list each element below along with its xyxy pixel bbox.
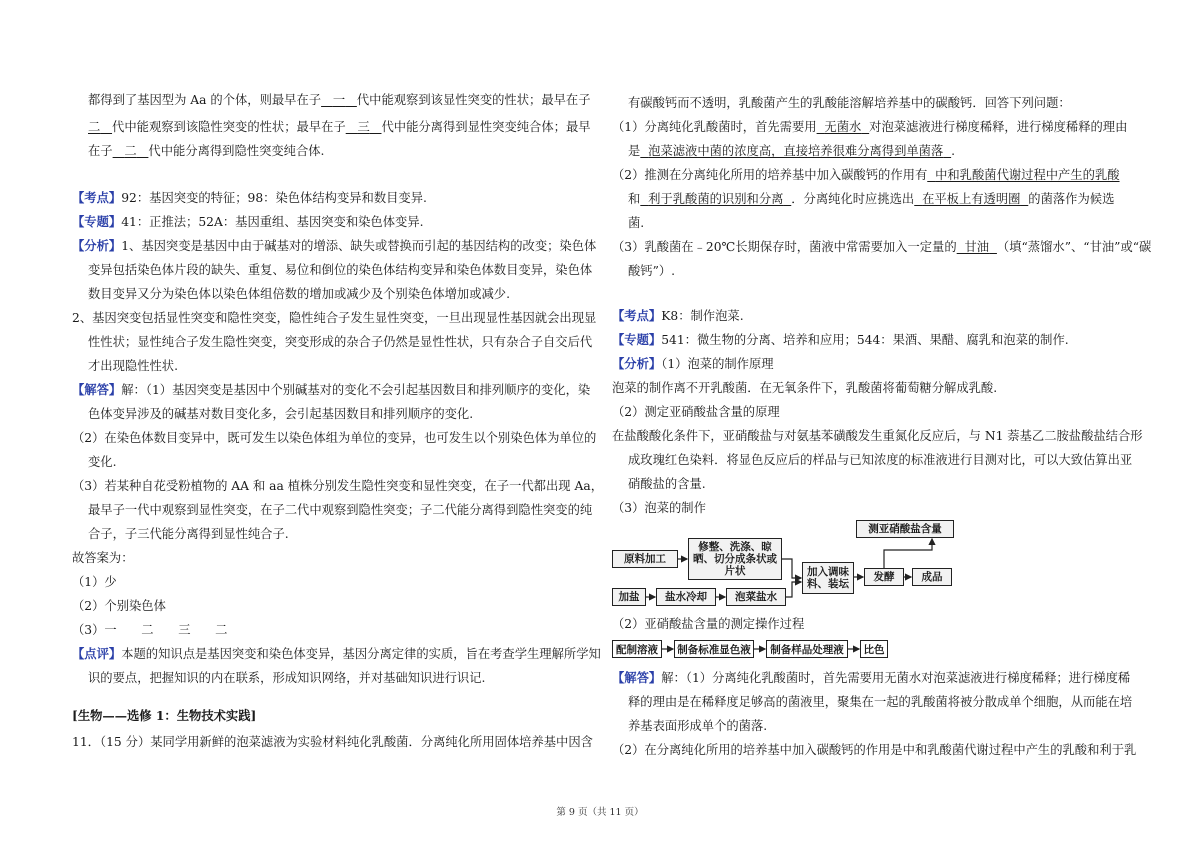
nitrite-flowchart	[612, 640, 1132, 660]
text-line: 有碳酸钙而不透明，乳酸菌产生的乳酸能溶解培养基中的碳酸钙．回答下列问题：	[628, 96, 1071, 110]
text-line: 菌.	[628, 216, 645, 230]
fenxi: 【分析】1、基因突变是基因中由于碱基对的增添、缺失或替换而引起的基因结构的改变；染色体	[72, 238, 597, 253]
text-line: 色体变异涉及的碱基对数目变化多，会引起基因数目和排列顺序的变化.	[88, 407, 474, 421]
flow-ferm: 发酵	[864, 568, 904, 586]
text-line: 泡菜的制作离不开乳酸菌．在无氧条件下，乳酸菌将葡萄糖分解成乳酸.	[612, 381, 998, 395]
zhuanti: 【专题】41：正推法；52A：基因重组、基因突变和染色体变异.	[72, 214, 424, 229]
text-line: （3）泡菜的制作	[612, 501, 706, 515]
answer-1: （1）少	[72, 575, 117, 589]
flow-arrows	[612, 520, 1132, 610]
flow2-step-3: 制备样品处理液	[766, 640, 848, 658]
flow-measure: 测亚硝酸盐含量	[856, 520, 954, 538]
text-line: 2、基因突变包括显性突变和隐性突变，隐性纯合子发生显性突变，一旦出现显性基因就会出现显	[72, 311, 597, 325]
text-line: 变异包括染色体片段的缺失、重复、易位和倒位的染色体结构变异和染色体数目变异，染色体	[88, 263, 593, 277]
text-line: 变化.	[88, 455, 117, 469]
jieda: 【解答】解：（1）分离纯化乳酸菌时，首先需要用无菌水对泡菜滤液进行梯度稀释；进行梯度稀	[612, 670, 1131, 685]
page-footer: 第 9 页（共 11 页）	[556, 807, 644, 818]
flow-product: 成品	[912, 568, 952, 586]
text-line: 释的理由是在稀释度足够高的菌液里，聚集在一起的乳酸菌将被分散成单个细胞，从而能在培	[628, 695, 1133, 709]
answer-3: （3）一 二 三 二	[72, 623, 228, 637]
answer-heading: 故答案为：	[72, 551, 134, 565]
fenxi: 【分析】（1）泡菜的制作原理	[612, 356, 774, 371]
flow-wash: 修整、洗涤、晾晒、切分成条状或片状	[688, 538, 782, 580]
text-line: （3）若某种自花受粉植物的 AA 和 aa 植株分别发生隐性突变和显性突变，在子一代都出现 Aa，	[72, 479, 603, 493]
jieda: 【解答】解：（1）基因突变是基因中个别碱基对的变化不会引起基因数目和排列顺序的变化，染	[72, 382, 591, 397]
flow2-arrows	[612, 640, 912, 660]
text-line: 识的要点，把握知识的内在联系，形成知识网络，并对基础知识进行识记.	[88, 671, 486, 685]
flow2-step-2: 制备标准显色液	[674, 640, 754, 658]
text-line: 和 利于乳酸菌的识别和分离 ．分离纯化时应挑选出 在平板上有透明圈 的菌落作为候选	[628, 192, 1115, 206]
text-line: （2）在染色体数目变异中，既可发生以染色体组为单位的变异，也可发生以个别染色体为单位的	[72, 431, 597, 445]
flow2-step-4: 比色	[860, 640, 888, 658]
text-line: 在子 二 代中能分离得到隐性突变纯合体.	[88, 144, 325, 158]
zhuanti: 【专题】541：微生物的分离、培养和应用；544：果酒、果醋、腐乳和泡菜的制作.	[612, 332, 1069, 347]
flow2-step-1: 配制溶液	[612, 640, 662, 658]
text-line: 性性状；显性纯合子发生隐性突变，突变形成的杂合子仍然是显性性状，只有杂合子自交后代	[88, 335, 593, 349]
pickle-flowchart	[612, 520, 1132, 610]
text-line: 最早子一代中观察到显性突变，在子二代中观察到隐性突变；子二代能分离得到隐性突变的纯	[88, 503, 593, 517]
text-line: 是 泡菜滤液中菌的浓度高，直接培养很难分离得到单菌落 .	[628, 144, 956, 158]
text-line: 在盐酸酸化条件下，亚硝酸盐与对氨基苯磺酸发生重氮化反应后，与 N1 萘基乙二胺盐酸盐结合形	[612, 429, 1143, 443]
flow-salt: 加盐	[612, 588, 646, 606]
dianping: 【点评】本题的知识点是基因突变和染色体变异，基因分离定律的实质，旨在考查学生理解所学知	[72, 646, 601, 661]
section-heading: [生物——选修 1：生物技术实践]	[72, 708, 257, 723]
text-line: 才出现隐性性状.	[88, 359, 178, 373]
text-line: （3）乳酸菌在﹣20℃长期保存时，菌液中常需要加入一定量的 甘油 （填“蒸馏水”、“甘油”或“碳	[612, 240, 1152, 254]
text-line: 数目变异又分为染色体以染色体组倍数的增加或减少及个别染色体增加或减少.	[88, 287, 511, 301]
text-line: （2）在分离纯化所用的培养基中加入碳酸钙的作用是中和乳酸菌代谢过程中产生的乳酸和利于乳	[612, 743, 1137, 757]
text-line: （2）推测在分离纯化所用的培养基中加入碳酸钙的作用有 中和乳酸菌代谢过程中产生的乳酸	[612, 168, 1120, 182]
text-line: 成玫瑰红色染料．将显色反应后的样品与已知浓度的标准液进行目测对比，可以大致估算出亚	[628, 453, 1133, 467]
text-line: 都得到了基因型为 Aa 的个体，则最早在子 一 代中能观察到该显性突变的性状；最早在子	[88, 93, 591, 107]
flow-cool: 盐水冷却	[656, 588, 716, 606]
text-line: 酸钙”）.	[628, 264, 676, 278]
text-line: 合子，子三代能分离得到显性纯合子.	[88, 527, 289, 541]
text-line: （2）亚硝酸盐含量的测定操作过程	[612, 617, 805, 631]
text-line: 二 代中能观察到该隐性突变的性状；最早在子 三 代中能分离得到显性突变纯合体；最早	[88, 120, 591, 134]
kaodian: 【考点】K8：制作泡菜.	[612, 308, 744, 323]
kaodian: 【考点】92：基因突变的特征；98：染色体结构变异和数目变异.	[72, 190, 427, 205]
flow-brine: 泡菜盐水	[726, 588, 786, 606]
text-line: （2）测定亚硝酸盐含量的原理	[612, 405, 780, 419]
question-11: 11．（15 分）某同学用新鲜的泡菜滤液为实验材料纯化乳酸菌．分离纯化所用固体培养基中因含	[72, 735, 593, 749]
flow-raw: 原料加工	[612, 550, 678, 568]
text-line: 硝酸盐的含量.	[628, 477, 706, 491]
answer-2: （2）个别染色体	[72, 599, 166, 613]
text-line: 养基表面形成单个的菌落.	[628, 719, 768, 733]
flow-season: 加入调味料、装坛	[802, 562, 854, 594]
text-line: （1）分离纯化乳酸菌时，首先需要用 无菌水 对泡菜滤液进行梯度稀释，进行梯度稀释的理由	[612, 120, 1128, 134]
